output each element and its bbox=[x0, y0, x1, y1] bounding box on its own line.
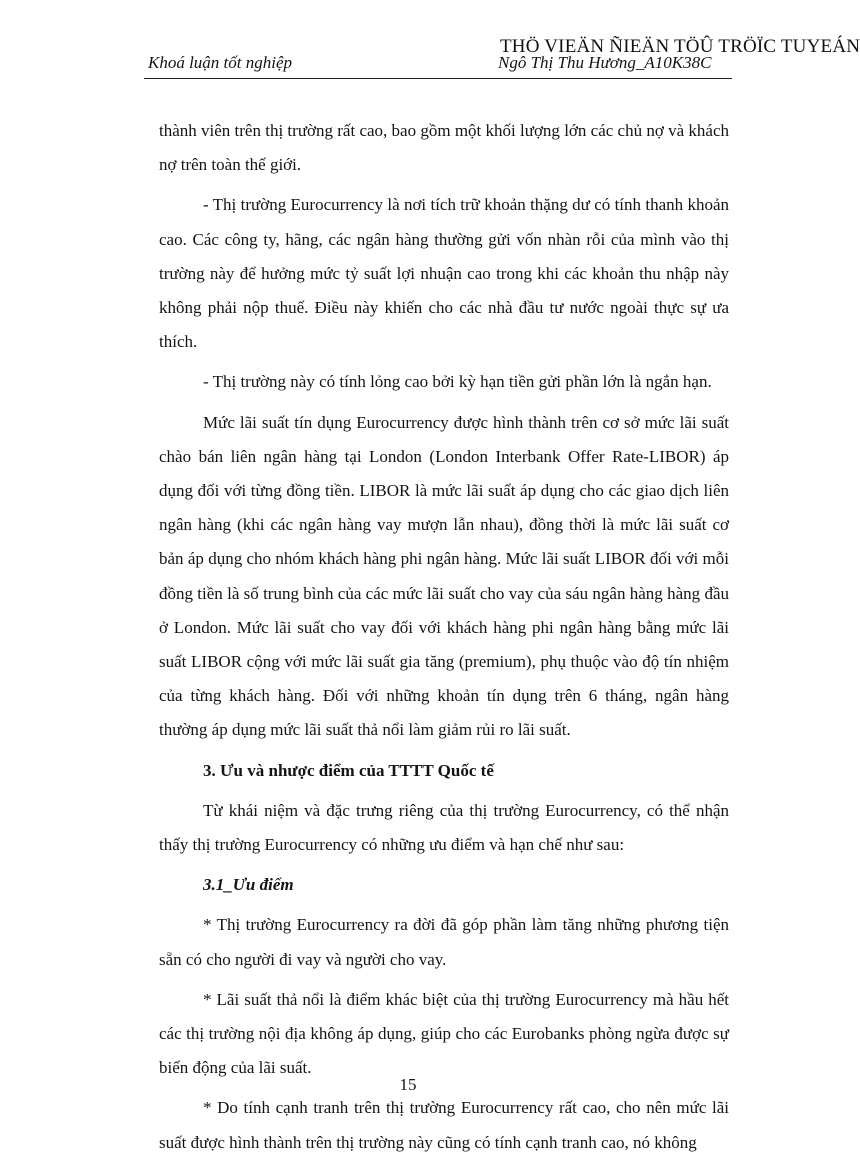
header-thesis-title: Khoá luận tốt nghiệp bbox=[148, 53, 293, 72]
header-divider bbox=[144, 78, 732, 79]
paragraph-advantage-3: * Do tính cạnh tranh trên thị trường Eurocurrency rất cao, cho nên mức lãi suất được hình thành trên thị trường này cũng có tính cạnh tranh cao, nó không bbox=[159, 1098, 729, 1152]
paragraph-advantage-2: * Lãi suất thả nổi là điểm khác biệt của thị trường Eurocurrency mà hầu hết các thị trường nội địa không áp dụng, giúp cho các Eurobanks phòng ngừa được sự biến động của lãi suất. bbox=[159, 989, 729, 1078]
section-heading-pros-cons: 3. Ưu và nhược điểm của TTTT Quốc tế bbox=[203, 760, 494, 780]
paragraph-liquidity-surplus: - Thị trường Eurocurrency là nơi tích trữ khoản thặng dư có tính thanh khoản cao. Các công ty, hãng, các ngân hàng thường gửi vốn nhàn rỗi của mình vào thị trường này để hưởng mức tỷ suất lợi nhuận cao trong khi các khoản thu nhập này không phải nộp thuế. Điều này khiến cho các nhà đầu tư nước ngoài thực sự ưa thích. bbox=[159, 195, 729, 352]
paragraph-continuation: thành viên trên thị trường rất cao, bao gồm một khối lượng lớn các chủ nợ và khách nợ trên toàn thế giới. bbox=[159, 121, 729, 175]
paragraph-high-liquidity: - Thị trường này có tính lỏng cao bởi kỳ hạn tiền gửi phần lớn là ngắn hạn. bbox=[203, 372, 712, 392]
header-author: Ngô Thị Thu Hương_A10K38C bbox=[498, 53, 712, 72]
subsection-heading-advantages: 3.1_Ưu điểm bbox=[203, 875, 294, 895]
paragraph-advantage-1: * Thị trường Eurocurrency ra đời đã góp phần làm tăng những phương tiện sẵn có cho người đi vay và người cho vay. bbox=[159, 915, 729, 969]
paragraph-intro-pros-cons: Từ khái niệm và đặc trưng riêng của thị trường Eurocurrency, có thể nhận thấy thị trường Eurocurrency có những ưu điểm và hạn chế như sau: bbox=[159, 800, 729, 855]
page-number: 15 bbox=[399, 1075, 417, 1094]
paragraph-libor-rate: Mức lãi suất tín dụng Eurocurrency được hình thành trên cơ sở mức lãi suất chào bán liên ngân hàng tại London (London Interbank Offer Rate-LIBOR) áp dụng đối với từng đồng tiền. LIBOR là mức lãi suất áp dụng cho các giao dịch liên ngân hàng (khi các ngân hàng vay mượn lẫn nhau), đồng thời là mức lãi suất cơ bản áp dụng cho nhóm khách hàng phi ngân hàng. Mức lãi suất LIBOR đối với mỗi đồng tiền là số trung bình của các mức lãi suất cho vay của sáu ngân hàng hàng đầu ở London. Mức lãi suất cho vay đối với khách hàng phi ngân hàng bằng mức lãi suất LIBOR cộng với mức lãi suất gia tăng (premium), phụ thuộc vào độ tín nhiệm của từng khách hàng. Đối với những khoản tín dụng trên 6 tháng, ngân hàng thường áp dụng mức lãi suất thả nổi làm giảm rủi ro lãi suất. bbox=[159, 412, 729, 740]
document-body bbox=[159, 114, 729, 1160]
watermark-text: THÖ VIEÄN ÑIEÄN TÖÛ TRÖÏC TUYEÁN bbox=[500, 36, 860, 57]
